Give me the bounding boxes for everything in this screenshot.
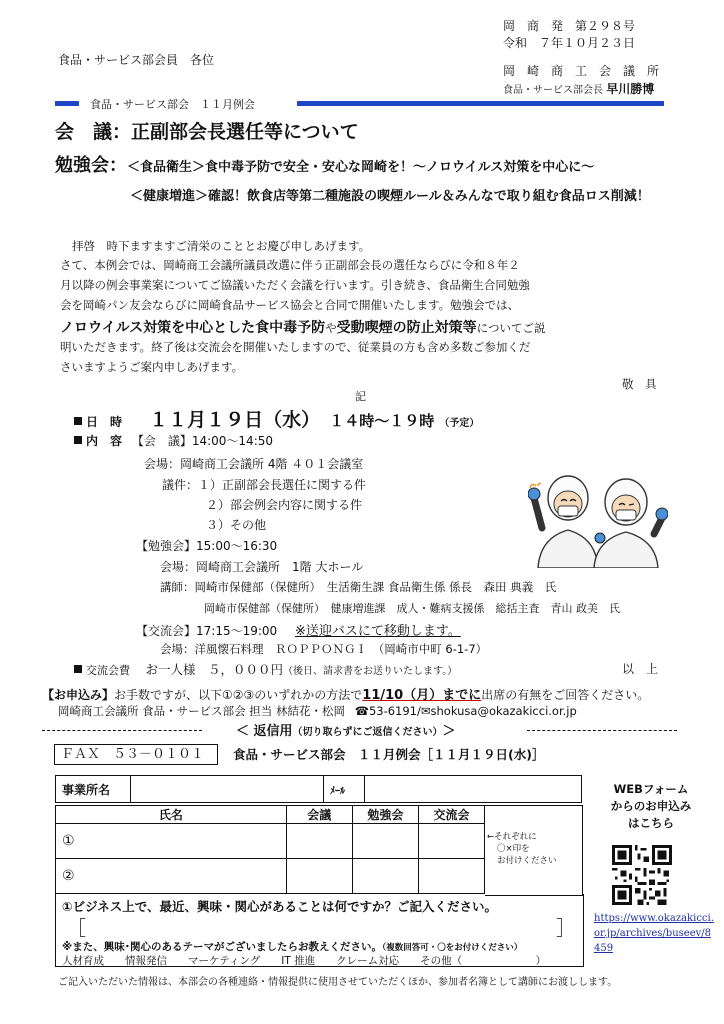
reply-form-table (55, 775, 582, 803)
date-time: １４時～１９時 (329, 412, 435, 430)
apply-text-2: 出席の有無をご回答ください。 (481, 688, 650, 702)
ki-heading: 記 (355, 390, 366, 403)
side-note-3: お付けください (497, 856, 557, 866)
meeting-heading: 【会 議】14:00～14:50 (131, 434, 274, 448)
contact-row (58, 703, 577, 719)
web-url-2[interactable]: or.jp/archives/buseev/8 (594, 928, 711, 939)
question-bracket-close: ］ (556, 916, 576, 940)
apply-row (42, 684, 649, 703)
banner-bar-left (55, 101, 79, 106)
attendee-2-study[interactable] (352, 859, 418, 894)
chair-block (503, 80, 654, 97)
recipient: 食品・サービス部会員 各位 (58, 53, 215, 67)
exchange-venue: 会場：洋風懐石料理 ＲＯＰＰＯＮＧＩ （岡崎市中町 6-1-7） (160, 642, 488, 656)
theme-note: （複数回答可・〇をお付けください） (381, 943, 523, 953)
fee-label: 交流会費 (86, 664, 130, 677)
date-label: 日 時 (86, 415, 123, 429)
chair-name: 早川勝博 (606, 82, 655, 96)
col-exchange: 交流会 (418, 806, 484, 824)
attendee-2-meeting[interactable] (286, 859, 352, 894)
reply-title-text: ＜ 返信用 (236, 724, 293, 739)
mail-label: ﾒｰﾙ (324, 776, 365, 803)
meeting-label: 会 議： (55, 121, 132, 143)
mail-field[interactable] (365, 776, 582, 803)
fax-number: ＦＡＸ ５３－０１０１ (54, 744, 218, 765)
agenda-2: ２）部会例会内容に関する件 (206, 498, 363, 512)
study-label: 勉強会： (55, 155, 127, 176)
question-bracket-open: ［ (66, 916, 86, 940)
doc-date: 令和 ７年１０月２３日 (503, 36, 636, 50)
chair-title: 食品・サービス部会長 (503, 85, 603, 96)
attendee-1-name[interactable]: ① (56, 824, 287, 859)
meeting-text: 正副部会長選任等について (131, 121, 359, 143)
qr-code-icon[interactable] (612, 845, 672, 905)
attendee-2-name[interactable]: ② (56, 859, 287, 894)
side-note (487, 831, 557, 867)
web-form-title (596, 781, 706, 832)
apply-deadline: 11/10（月）までに (362, 688, 482, 703)
attendee-1-meeting[interactable] (286, 824, 352, 859)
theme-row (62, 939, 522, 954)
attendee-1-study[interactable] (352, 824, 418, 859)
web-title-3: はこちら (628, 816, 674, 830)
web-title-2: からのお申込み (610, 799, 692, 813)
exchange-row (136, 620, 461, 639)
agenda-1: 議件：１）正副部会長選任に関する件 (162, 478, 367, 492)
banner-bar-right (297, 101, 664, 106)
web-form-url[interactable] (594, 911, 714, 956)
content-label: 内 容 (86, 434, 123, 448)
banner-title: 食品・サービス部会 １１月例会 (90, 98, 255, 111)
agenda-3: ３）その他 (206, 518, 267, 532)
study-line2: ＜健康増進＞確認！飲食店等第二種施設の喫煙ルール＆みんなで取り組む食品ロス削減！ (130, 189, 650, 204)
attendee-1-exchange[interactable] (418, 824, 484, 859)
side-note-1: ←それぞれに (487, 832, 537, 842)
emphasis-norovirus: ノロウイルス対策を中心とした食中毒予防 (60, 320, 326, 336)
bullet-square-icon (74, 417, 82, 425)
body-line-6: さいますようご案内申しあげます。 (60, 360, 244, 374)
col-study: 勉強会 (352, 806, 418, 824)
contact-person: 岡崎商工会議所 食品・サービス部会 担当 林結花・松岡 (58, 704, 345, 718)
exchange-bus-note: ※送迎バスにて移動します。 (295, 624, 461, 639)
date-main: １１月１９日（水） (149, 409, 321, 431)
reply-title-end: ＞ (442, 724, 456, 739)
fee-row (74, 660, 457, 678)
theme-text: ※また、興味･関心のあるテーマがございましたらお教えください。 (62, 941, 382, 953)
body-line-2: 月以降の例会事業案についてご協議いただく会議を行います。引き続き、食品衛生合同勉強 (60, 278, 530, 292)
meeting-title (55, 117, 359, 144)
web-title-1: WEBフォーム (613, 782, 689, 796)
fee-note: （後日、請求書をお送りいたします。） (283, 666, 458, 677)
study-heading: 【勉強会】15:00～16:30 (136, 539, 278, 553)
web-url-1[interactable]: https://www.okazakicci. (594, 913, 714, 924)
theme-options[interactable]: 人材育成 情報発信 マーケティング IT 推進 クレーム対応 その他（ ） (62, 955, 547, 967)
apply-label: 【お申込み】 (42, 688, 115, 702)
bullet-square-icon (74, 436, 82, 444)
ijo: 以 上 (622, 662, 659, 676)
reply-title-note: （切り取らずにご返信ください） (292, 727, 443, 738)
content-row (74, 432, 273, 449)
lecturer-2: 岡崎市保健部（保健所） 健康増進課 成人・難病支援係 総括主査 青山 政美 氏 (204, 602, 620, 615)
body-line-3: 会を岡崎パン友会ならびに岡崎食品サービス協会と合同で開催いたします。勉強会では、 (60, 298, 520, 312)
body-line-5: 明いただきます。終了後は交流会を開催いたしますので、従業員の方も含め多数ご参加くだ (60, 340, 531, 354)
footer-note: ご記入いただいた情報は、本部会の各種連絡・情報提供に使用させていただくほか、参加者名簿として講師にお渡しします。 (58, 977, 618, 988)
bullet-square-icon (74, 665, 82, 673)
col-meeting: 会議 (286, 806, 352, 824)
date-note: （予定） (439, 418, 480, 429)
office-name-field[interactable] (131, 776, 324, 803)
attendee-table (55, 805, 485, 894)
cut-line-left (42, 730, 202, 731)
question-title: ①ビジネス上で、最近、興味・関心があることは何ですか？ご記入ください。 (62, 899, 497, 914)
exchange-heading: 【交流会】17:15～19:00 (136, 624, 278, 638)
closing-keigu: 敬 具 (622, 377, 657, 391)
org-name: 岡 崎 商 工 会 議 所 (503, 64, 660, 78)
web-url-3[interactable]: 459 (594, 943, 614, 954)
doc-number: 岡 商 発 第２９８号 (503, 19, 636, 33)
study-line1: ＜食品衛生＞食中毒予防で安全・安心な岡崎を！～ノロウイルス対策を中心に～ (127, 160, 595, 175)
body-line-1: さて、本例会では、岡崎商工会議所議員改選に伴う正副部会長の選任ならびに令和８年２ (60, 258, 520, 272)
emphasis-smoking: 受動喫煙の防止対策等 (336, 320, 477, 336)
side-note-2: 〇×印を (497, 844, 530, 854)
greeting: 拝啓 時下ますますご清栄のこととお慶び申しあげます。 (72, 239, 371, 253)
office-name-label: 事業所名 (56, 776, 131, 803)
col-name: 氏名 (56, 806, 287, 824)
question-answer-field[interactable] (84, 915, 554, 937)
meeting-venue: 会場：岡崎商工会議所 4階 ４０１会議室 (144, 457, 364, 471)
lecturer-1: 講師：岡崎市保健部（保健所） 生活衛生課 食品衛生係 係長 森田 典義 氏 (160, 580, 557, 594)
date-row (74, 405, 479, 432)
cut-line-right (527, 730, 677, 731)
study-venue: 会場：岡崎商工会議所 1階 大ホール (160, 560, 364, 574)
study-title (55, 151, 594, 177)
reply-title (236, 720, 456, 739)
contact-tel-email[interactable]: ☎53-6191/✉shokusa@okazakicci.or.jp (354, 704, 577, 718)
apply-text-1: お手数ですが、以下①②③のいずれかの方法で (114, 688, 363, 702)
body-line-4 (60, 317, 545, 337)
body-line-4-end: についてご説 (476, 321, 546, 335)
attendee-2-exchange[interactable] (418, 859, 484, 894)
food-hygiene-workers-illustration (528, 468, 668, 568)
reply-subject: 食品・サービス部会 １１月例会［１１月１９日(水)］ (233, 747, 545, 762)
fee-amount: お一人様 ５，０００円 (145, 662, 284, 677)
body-line-4-mid: や (325, 321, 337, 335)
